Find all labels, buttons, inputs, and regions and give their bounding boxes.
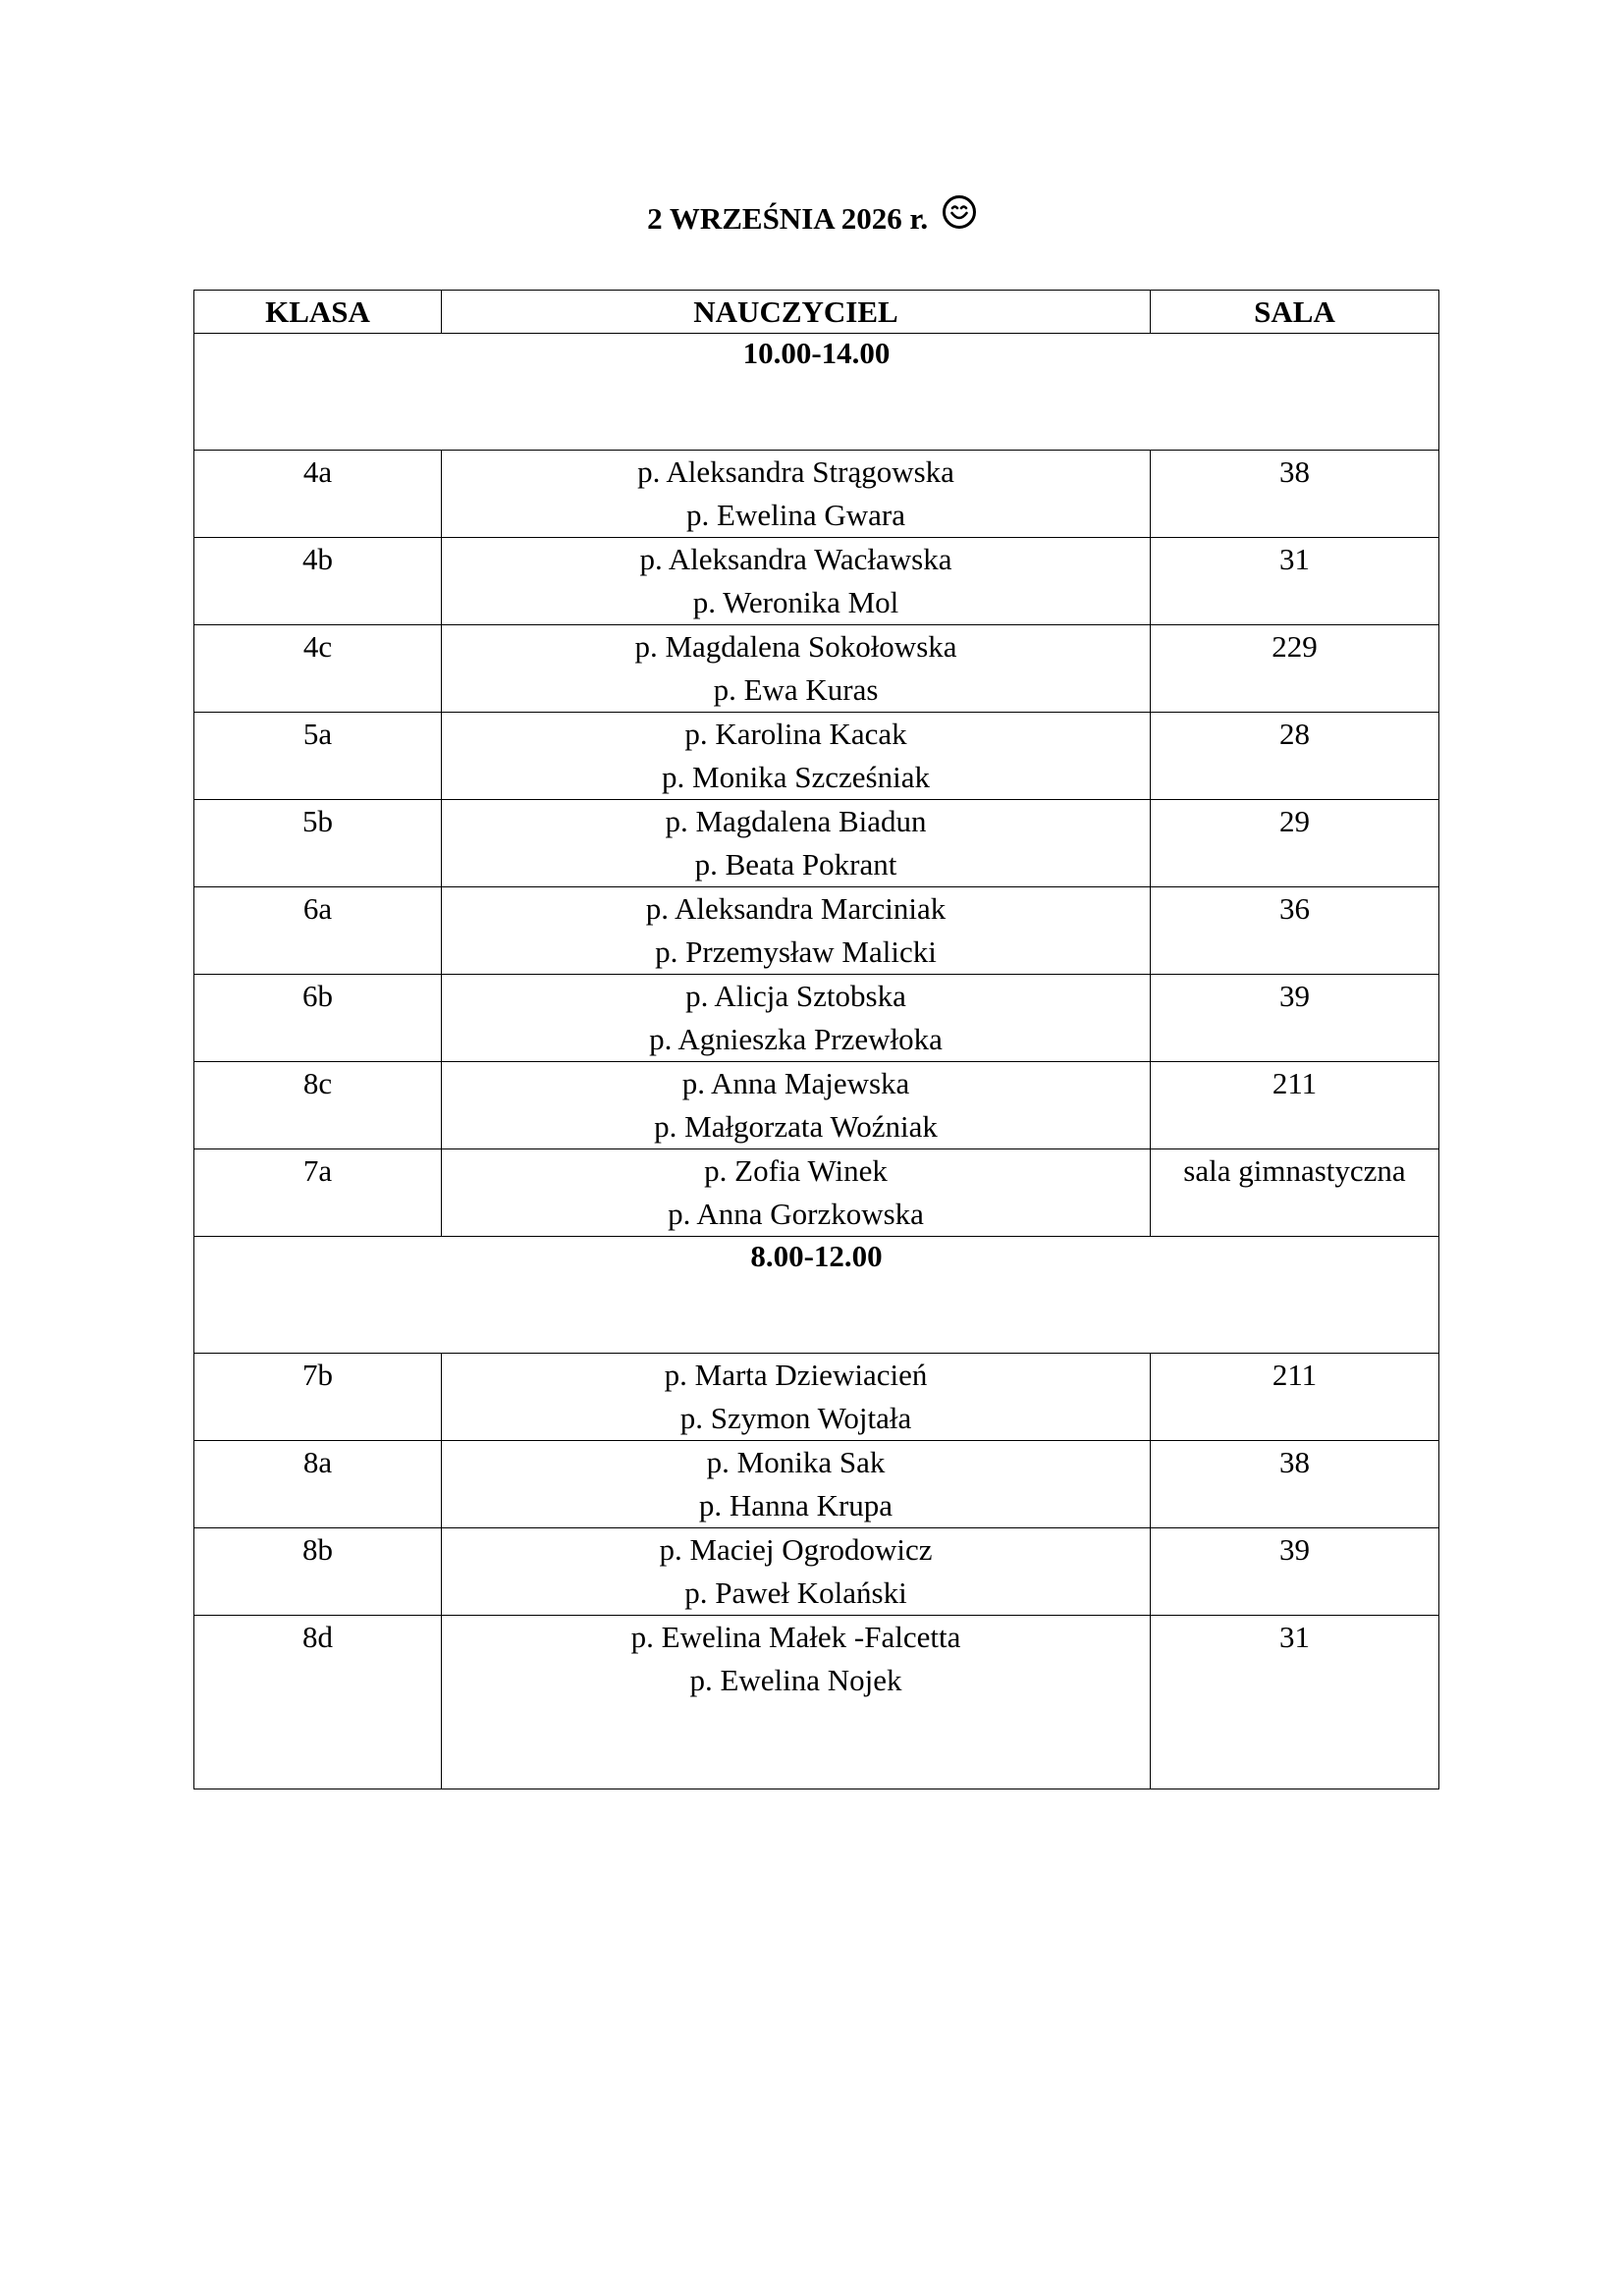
session-row: [194, 1237, 1439, 1354]
teacher-cell: [442, 1616, 1151, 1789]
class-cell: 8d: [194, 1616, 442, 1789]
table-body: [194, 334, 1439, 1789]
room-cell: sala gimnastyczna: [1151, 1149, 1439, 1237]
table-row: [194, 800, 1439, 887]
teacher-name: p. Maciej Ogrodowicz: [659, 1532, 933, 1567]
class-cell: 8c: [194, 1062, 442, 1149]
teacher-name: p. Anna Gorzkowska: [668, 1197, 924, 1231]
teacher-name: p. Zofia Winek: [704, 1153, 888, 1188]
table-row: [194, 1062, 1439, 1149]
session-time: 8.00-12.00: [194, 1237, 1439, 1354]
smiley-face-icon: [942, 194, 977, 242]
teacher-cell: [442, 713, 1151, 800]
class-cell: 4c: [194, 625, 442, 713]
table-row: [194, 1354, 1439, 1441]
class-cell: 6b: [194, 975, 442, 1062]
table-row: [194, 713, 1439, 800]
teacher-cell: [442, 975, 1151, 1062]
teacher-name: p. Magdalena Biadun: [665, 804, 927, 838]
teacher-name: p. Beata Pokrant: [694, 847, 897, 881]
header-row: [194, 291, 1439, 334]
session-time: 10.00-14.00: [194, 334, 1439, 451]
teacher-name: p. Ewelina Gwara: [686, 498, 905, 532]
teacher-cell: [442, 1528, 1151, 1616]
teacher-name: p. Przemysław Malicki: [655, 934, 937, 969]
teacher-name: p. Monika Szcześniak: [662, 760, 930, 794]
room-cell: 29: [1151, 800, 1439, 887]
teacher-name: p. Marta Dziewiacień: [664, 1358, 928, 1392]
teacher-name: p. Ewelina Małek -Falcetta: [630, 1620, 961, 1654]
teacher-cell: [442, 625, 1151, 713]
table-row: [194, 538, 1439, 625]
column-header-sala: SALA: [1151, 291, 1439, 334]
class-cell: 8a: [194, 1441, 442, 1528]
class-cell: 7b: [194, 1354, 442, 1441]
class-cell: 5a: [194, 713, 442, 800]
room-cell: 229: [1151, 625, 1439, 713]
teacher-name: p. Magdalena Sokołowska: [634, 629, 957, 664]
table-row: [194, 625, 1439, 713]
session-row: [194, 334, 1439, 451]
table-row: [194, 1441, 1439, 1528]
teacher-cell: [442, 538, 1151, 625]
table-row: [194, 1528, 1439, 1616]
room-cell: 31: [1151, 538, 1439, 625]
teacher-cell: [442, 1354, 1151, 1441]
schedule-table: [193, 290, 1439, 1789]
teacher-name: p. Szymon Wojtała: [679, 1401, 912, 1435]
teacher-name: p. Karolina Kacak: [684, 717, 907, 751]
teacher-name: p. Aleksandra Wacławska: [639, 542, 952, 576]
page-title: [0, 196, 1624, 245]
table-row: [194, 1149, 1439, 1237]
teacher-name: p. Aleksandra Marciniak: [645, 891, 947, 926]
room-cell: 38: [1151, 1441, 1439, 1528]
room-cell: 28: [1151, 713, 1439, 800]
room-cell: 39: [1151, 975, 1439, 1062]
teacher-name: p. Weronika Mol: [692, 585, 899, 619]
class-cell: 7a: [194, 1149, 442, 1237]
column-header-klasa: KLASA: [194, 291, 442, 334]
teacher-cell: [442, 1441, 1151, 1528]
teacher-name: p. Agnieszka Przewłoka: [649, 1022, 943, 1056]
teacher-name: p. Hanna Krupa: [698, 1488, 893, 1522]
teacher-name: p. Monika Sak: [706, 1445, 886, 1479]
table-row: [194, 1616, 1439, 1789]
teacher-cell: [442, 1062, 1151, 1149]
teacher-name: p. Paweł Kolański: [684, 1575, 907, 1610]
class-cell: 8b: [194, 1528, 442, 1616]
teacher-cell: [442, 1149, 1151, 1237]
room-cell: 211: [1151, 1062, 1439, 1149]
teacher-name: p. Małgorzata Woźniak: [654, 1109, 938, 1144]
table-row: [194, 451, 1439, 538]
teacher-name: p. Alicja Sztobska: [685, 979, 906, 1013]
teacher-name: p. Anna Majewska: [681, 1066, 910, 1100]
class-cell: 4b: [194, 538, 442, 625]
room-cell: 211: [1151, 1354, 1439, 1441]
table-row: [194, 975, 1439, 1062]
teacher-name: p. Ewelina Nojek: [689, 1663, 902, 1697]
title-text: 2 WRZEŚNIA 2026 r.: [647, 201, 929, 236]
class-cell: 4a: [194, 451, 442, 538]
room-cell: 31: [1151, 1616, 1439, 1789]
table-row: [194, 887, 1439, 975]
teacher-cell: [442, 451, 1151, 538]
room-cell: 36: [1151, 887, 1439, 975]
column-header-nauczyciel: NAUCZYCIEL: [442, 291, 1151, 334]
class-cell: 6a: [194, 887, 442, 975]
teacher-name: p. Ewa Kuras: [713, 672, 879, 707]
room-cell: 39: [1151, 1528, 1439, 1616]
teacher-cell: [442, 800, 1151, 887]
room-cell: 38: [1151, 451, 1439, 538]
class-cell: 5b: [194, 800, 442, 887]
teacher-name: p. Aleksandra Strągowska: [637, 454, 954, 489]
teacher-cell: [442, 887, 1151, 975]
